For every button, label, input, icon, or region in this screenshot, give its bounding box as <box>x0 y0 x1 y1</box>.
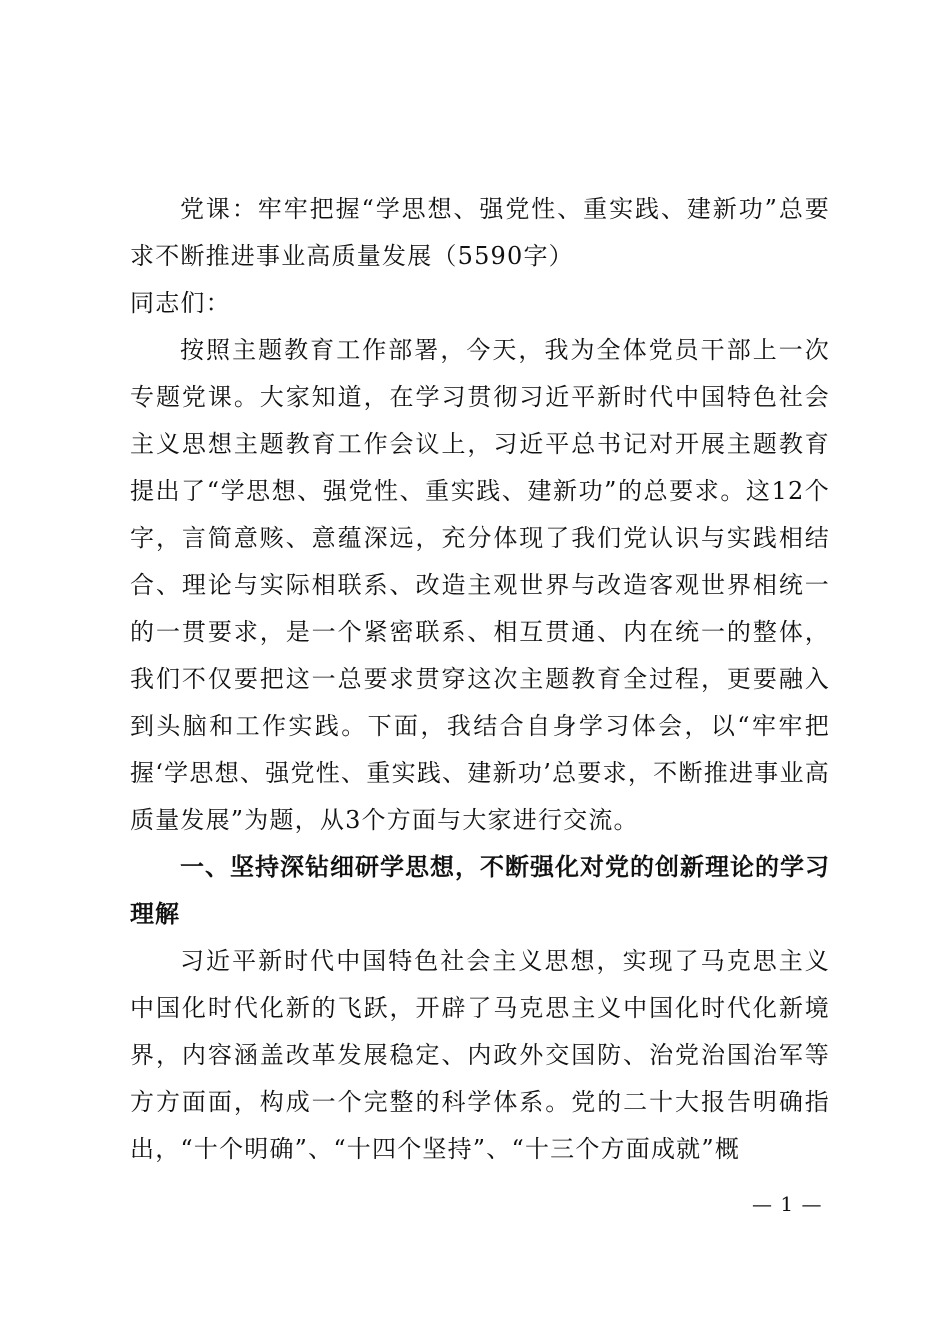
section-heading-1: 一、坚持深钻细研学思想，不断强化对党的创新理论的学习理解 <box>130 853 830 928</box>
section-1-paragraph: 习近平新时代中国特色社会主义思想，实现了马克思主义中国化时代化新的飞跃，开辟了马克思主义中国化时代化新境界，内容涵盖改革发展稳定、内政外交国防、治党治国治军等方方面面，构成一个完整的科学体系。党的二十大报告明确指出，“十个明确”、“十四个坚持”、“十三个方面成就”概 <box>130 947 830 1163</box>
salutation: 同志们： <box>130 289 231 317</box>
page-number: — 1 — <box>752 1192 823 1216</box>
intro-paragraph: 按照主题教育工作部署，今天，我为全体党员干部上一次专题党课。大家知道，在学习贯彻习近平新时代中国特色社会主义思想主题教育工作会议上，习近平总书记对开展主题教育提出了“学思想、强党性、重实践、建新功”的总要求。这12个字，言简意赅、意蕴深远，充分体现了我们党认识与实践相结合、理论与实际相联系、改造主观世界与改造客观世界相统一的一贯要求，是一个紧密联系、相互贯通、内在统一的整体，我们不仅要把这一总要求贯穿这次主题教育全过程，更要融入到头脑和工作实践。下面，我结合自身学习体会，以“牢牢把握‘学思想、强党性、重实践、建新功’总要求，不断推进事业高质量发展”为题，从3个方面与大家进行交流。 <box>130 336 830 834</box>
document-title: 党课：牢牢把握“学思想、强党性、重实践、建新功”总要求不断推进事业高质量发展（5590字） <box>130 195 830 270</box>
document-body <box>130 186 830 1173</box>
